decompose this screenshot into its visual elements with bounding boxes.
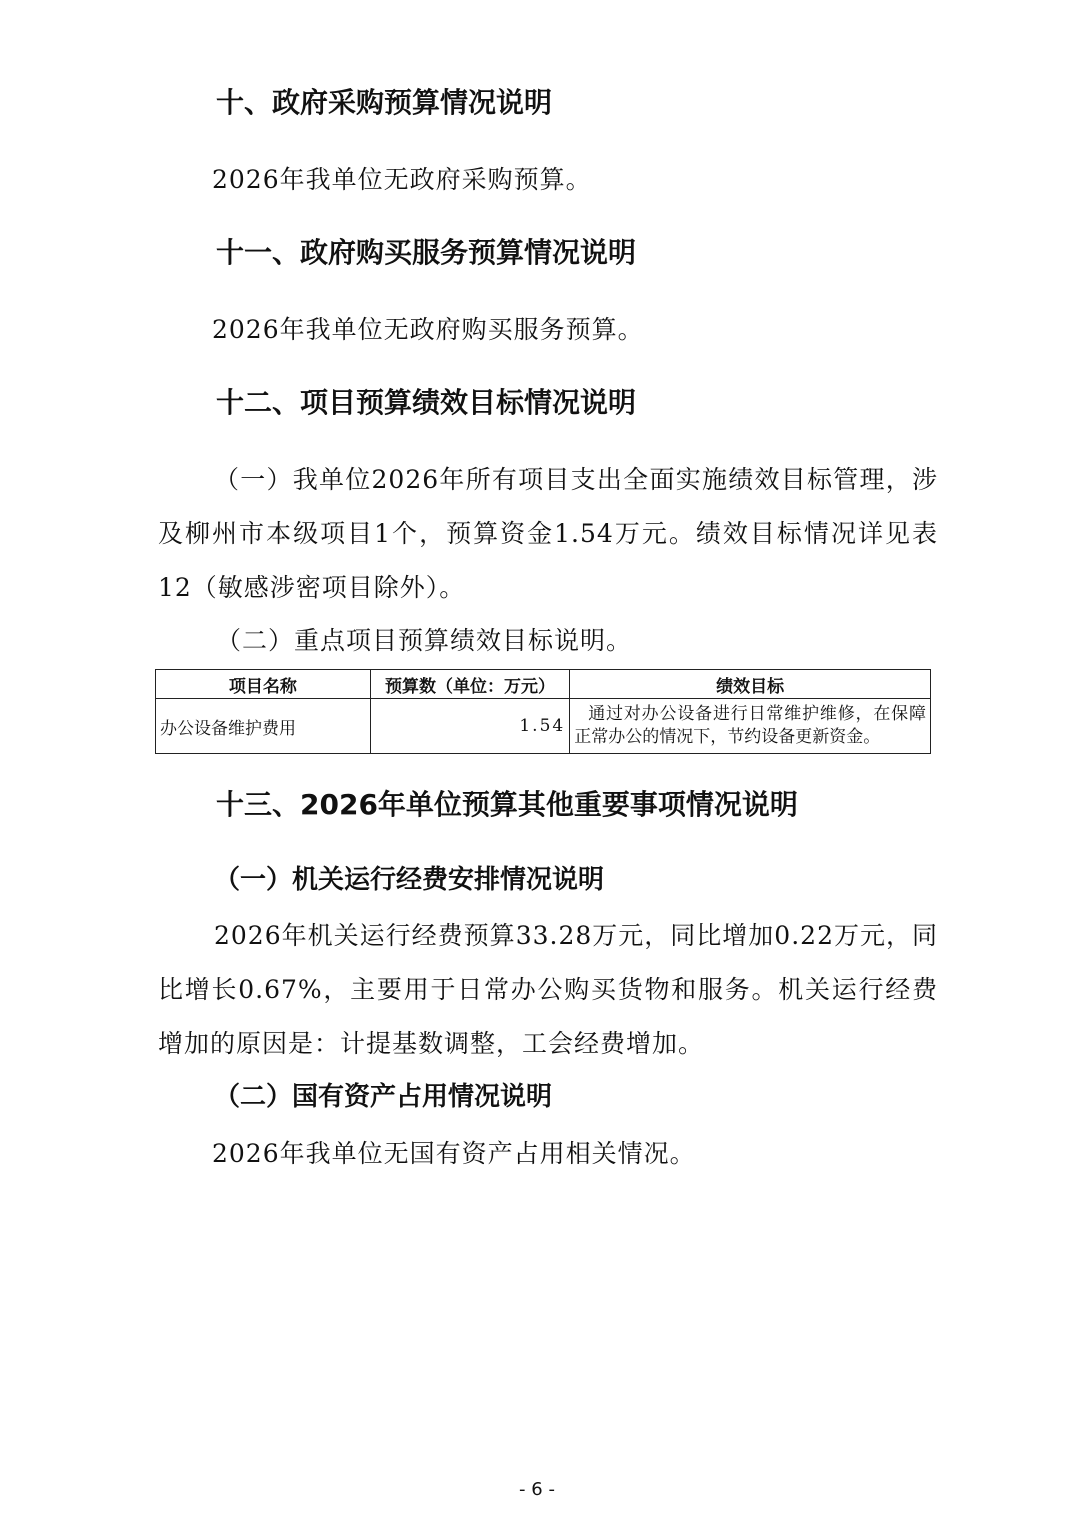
- section-13-title: 十三、2026年单位预算其他重要事项情况说明: [216, 788, 798, 821]
- section-13-subtitle-2-body: 2026年我单位无国有资产占用相关情况。: [212, 1139, 696, 1168]
- page-number: - 6 -: [519, 1479, 555, 1500]
- section-13-subtitle-1: （一）机关运行经费安排情况说明: [214, 865, 605, 895]
- section-12-paragraph-2: （二）重点项目预算绩效目标说明。: [216, 626, 633, 655]
- section-10-body: 2026年我单位无政府采购预算。: [212, 165, 592, 194]
- header-performance-goal: 绩效目标: [570, 670, 931, 699]
- table-header-row: [156, 670, 931, 699]
- header-project-name: 项目名称: [156, 670, 371, 699]
- section-12-paragraph-1: （一）我单位2026年所有项目支出全面实施绩效目标管理，涉及柳州市本级项目1个，预算资金1.54万元。绩效目标情况详见表12（敏感涉密项目除外）。: [158, 465, 938, 602]
- performance-goal-table: [155, 669, 931, 754]
- section-13-subtitle-2: （二）国有资产占用情况说明: [214, 1082, 553, 1112]
- section-10-title: 十、政府采购预算情况说明: [216, 86, 553, 119]
- cell-project-name: 办公设备维护费用: [156, 699, 371, 754]
- section-12-title: 十二、项目预算绩效目标情况说明: [216, 386, 637, 419]
- cell-budget-amount: 1.54: [370, 699, 569, 754]
- table-row: [156, 699, 931, 754]
- section-11-body: 2026年我单位无政府购买服务预算。: [212, 315, 644, 344]
- cell-performance-goal: 通过对办公设备进行日常维护维修，在保障正常办公的情况下，节约设备更新资金。: [570, 699, 931, 754]
- section-13-subtitle-1-body: 2026年机关运行经费预算33.28万元，同比增加0.22万元，同比增长0.67%，主要用于日常办公购买货物和服务。机关运行经费增加的原因是：计提基数调整，工会经费增加。: [158, 921, 938, 1058]
- section-11-title: 十一、政府购买服务预算情况说明: [216, 236, 637, 269]
- header-budget-amount: 预算数（单位：万元）: [370, 670, 569, 699]
